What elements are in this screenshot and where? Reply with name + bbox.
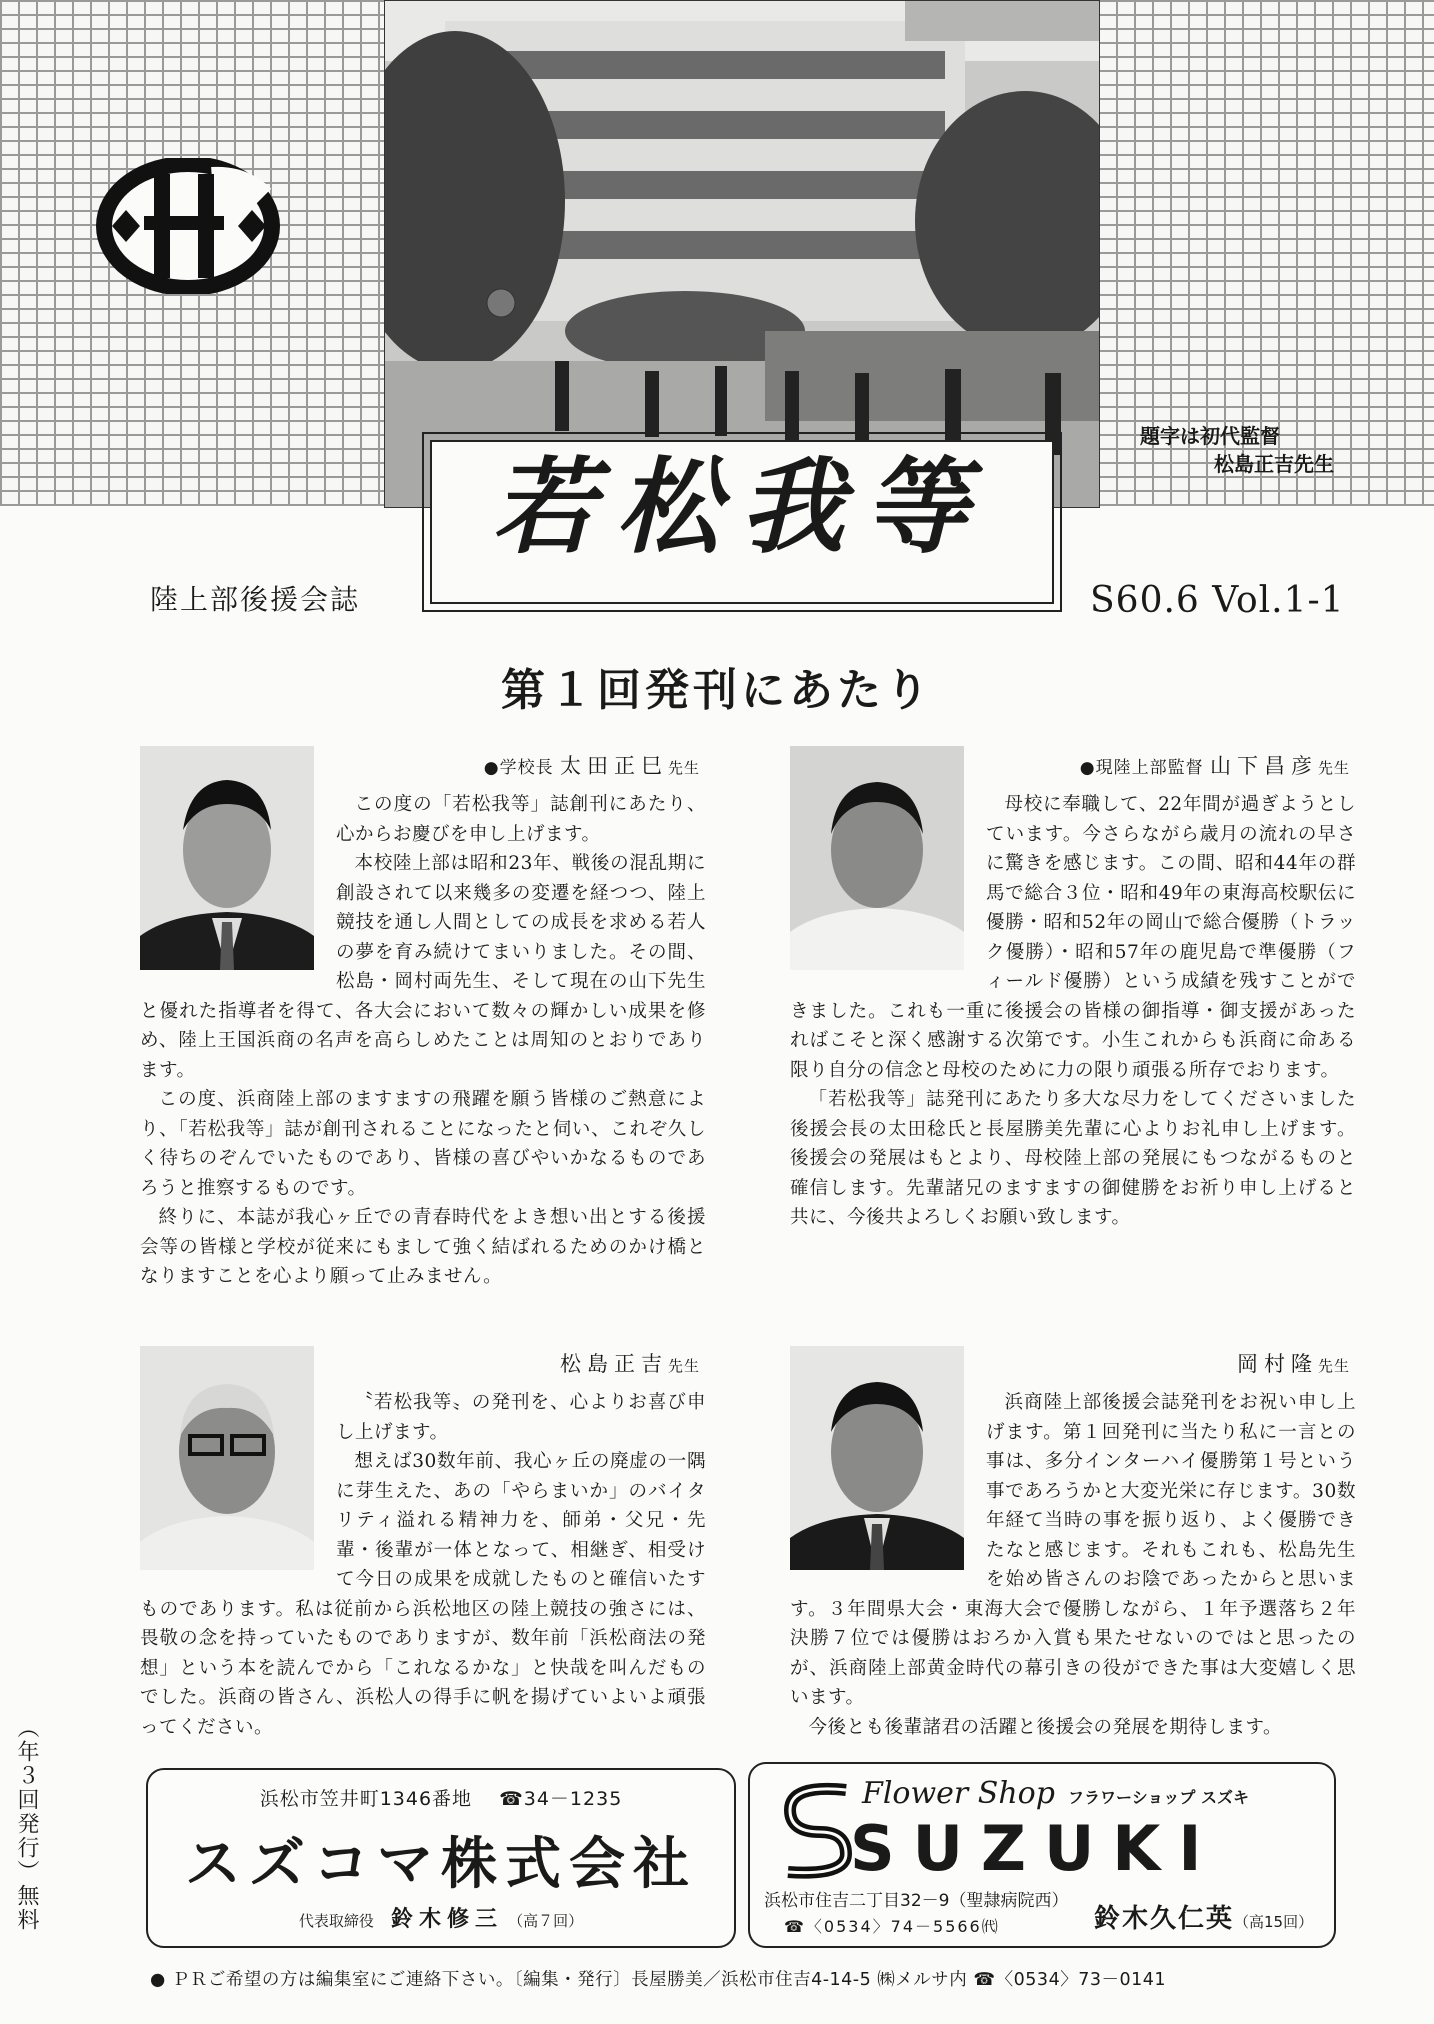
byline-yamashita xyxy=(980,750,1350,780)
ad-suzukoma xyxy=(146,1768,736,1948)
ad-phone: ☎34－1235 xyxy=(499,1788,623,1810)
byline-ota xyxy=(330,750,700,780)
ad-flower-shop-suzuki xyxy=(748,1762,1336,1948)
article-paragraph: 「若松我等」誌発刊にあたり多大な尽力をしてくださいました後援会長の太田稔氏と長屋勝美先輩に心よりお礼申し上げます。後援会の発展はもとより、母校陸上部の発展にもつながるものと確信します。先輩諸兄のますますの御健勝をお祈り申し上げると共に、今後共よろしくお願い致します。 xyxy=(790,1089,1356,1228)
footer-contact-line: ● ＰＲご希望の方は編集室にご連絡下さい。〔編集・発行〕長屋勝美／浜松市住吉4-14-5 ㈱メルサ内 ☎〈0534〉73－0141 xyxy=(150,1970,1167,1990)
article-okamura-body xyxy=(790,1388,1356,1742)
school-emblem-logo xyxy=(92,158,292,294)
ad-rep-class: （高７回） xyxy=(508,1912,584,1930)
ad-rep-name: 鈴木修三 xyxy=(390,1907,503,1932)
magazine-subtitle: 陸上部後援会誌 xyxy=(150,583,361,616)
title-credit-line1: 題字は初代監督 xyxy=(1140,424,1280,448)
article-paragraph: 本校陸上部は昭和23年、戦後の混乱期に創設されて以来幾多の変遷を経つつ、陸上競技を通し人間としての成長を求める若人の夢を育み続けてまいりました。その間、松島・岡村両先生、そして現在の山下先生と優れた指導者を得て、各大会において数々の輝かしい成果を修め、陸上王国浜商の名声を高らしめたことは周知のとおりであります。 xyxy=(140,853,706,1081)
article-paragraph: 想えば30数年前、我心ヶ丘の廃虚の一隅に芽生えた、あの「やらまいか」のバイタリティ溢れる精神力を、師弟・父兄・先輩・後輩が一体となって、相継ぎ、相受けて今日の成果を成就したものと確信いたすものであります。私は従前から浜松地区の陸上競技の強さには、畏敬の念を持っていたものでありますが、数年前「浜松商法の発想」という本を読んでから「これなるかな」と快哉を叫んだものでした。浜商の皆さん、浜松人の得手に帆を揚げていよいよ頑張ってください。 xyxy=(140,1451,706,1738)
ad-owner-row xyxy=(1094,1898,1313,1935)
ad-address: 浜松市笠井町1346番地 xyxy=(259,1788,473,1810)
flower-shop-tagline xyxy=(862,1776,1322,1811)
article-paragraph: 浜商陸上部後援会誌発刊をお祝い申し上げます。第１回発刊に当たり私に一言との事は、多分インターハイ優勝第１号という事であろうかと大変光栄に存じます。30数年経て当時の事を振り返り、よく優勝できたなと感じます。それもこれも、松島先生を始め皆さんのお陰であったからと思います。３年間県大会・東海大会で優勝しながら、１年予選落ち２年決勝７位では優勝はおろか入賞も果たせないのではと思ったのが、浜商陸上部黄金時代の幕引きの役ができた事は大変嬉しく思います。 xyxy=(790,1392,1356,1708)
flower-shop-logo-icon xyxy=(780,1780,852,1880)
magazine-title: 若松我等 xyxy=(491,445,988,568)
title-credit-line2: 松島正吉先生 xyxy=(1214,452,1334,476)
ad-phone: ☎〈0534〉74－5566㈹ xyxy=(784,1917,1000,1936)
byline-matsushima xyxy=(330,1348,700,1378)
ad-owner-name: 鈴木久仁英 xyxy=(1094,1904,1235,1934)
ad-owner-class: （高15回） xyxy=(1234,1913,1314,1931)
article-yamashita-body xyxy=(790,790,1356,1233)
ad-tagline-jp: フラワーショップ スズキ xyxy=(1068,1788,1249,1807)
article-ota-body xyxy=(140,790,706,1292)
byline-name: 太田正巳 xyxy=(559,754,668,778)
ad-tagline-en: Flower Shop xyxy=(862,1776,1055,1811)
ad-suzukoma-rep-row xyxy=(148,1902,734,1933)
article-paragraph: 今後とも後輩諸君の活躍と後援会の発展を期待します。 xyxy=(808,1716,1283,1738)
byline-okamura xyxy=(980,1348,1350,1378)
byline-role: ●現陸上部監督 xyxy=(1079,758,1204,778)
ad-company-name: スズコマ株式会社 xyxy=(185,1832,697,1897)
article-paragraph: この度、浜商陸上部のますますの飛躍を願う皆様のご熱意により、「若松我等」誌が創刊されることになったと伺い、これぞ久しく待ちのぞんでいたものであり、皆様の喜びやいかなるものであろうと推察するものです。 xyxy=(140,1089,706,1199)
article-paragraph: 母校に奉職して、22年間が過ぎようとしています。今さらながら歳月の流れの早さに驚きを感じます。この間、昭和44年の群馬で総合３位・昭和49年の東海高校駅伝に優勝・昭和52年の岡山で総合優勝（トラック優勝）・昭和57年の鹿児島で準優勝（フィールド優勝）という成績を残すことができました。これも一重に後援会の皆様の御指導・御支援があったればこそと深く感謝する次第です。小生これからも浜商に命ある限り自分の信念と母校のために力の限り頑張る所存でおります。 xyxy=(790,794,1356,1081)
byline-honorific: 先生 xyxy=(1317,759,1350,777)
byline-name: 山下昌彦 xyxy=(1209,754,1318,778)
volume-label: S60.6 Vol.1-1 xyxy=(1090,580,1345,621)
article-paragraph: 〝若松我等〟の発刊を、心よりお喜び申し上げます。 xyxy=(336,1392,706,1443)
byline-honorific: 先生 xyxy=(667,1357,700,1375)
publication-frequency-note: （年３回発行）無料 xyxy=(14,1716,39,1932)
ad-rep-title: 代表取締役 xyxy=(298,1912,374,1930)
byline-honorific: 先生 xyxy=(667,759,700,777)
byline-name: 松島正吉 xyxy=(559,1352,668,1376)
byline-honorific: 先生 xyxy=(1317,1357,1350,1375)
byline-role: ●学校長 xyxy=(483,758,554,778)
flower-shop-brand: SUZUKI xyxy=(850,1812,1220,1885)
article-paragraph: この度の「若松我等」誌創刊にあたり、心からお慶びを申し上げます。 xyxy=(336,794,706,845)
article-paragraph: 終りに、本誌が我心ヶ丘での青春時代をよき想い出とする後援会等の皆様と学校が従来にもまして強く結ばれるためのかけ橋となりますことを心より願って止みません。 xyxy=(140,1207,706,1287)
page-headline: 第１回発刊にあたり xyxy=(501,665,933,716)
ad-address: 浜松市住吉二丁目32－9（聖隷病院西） xyxy=(764,1891,1069,1911)
byline-name: 岡村隆 xyxy=(1236,1352,1318,1376)
article-matsushima-body xyxy=(140,1388,706,1742)
ad-suzukoma-address-row xyxy=(148,1784,734,1811)
